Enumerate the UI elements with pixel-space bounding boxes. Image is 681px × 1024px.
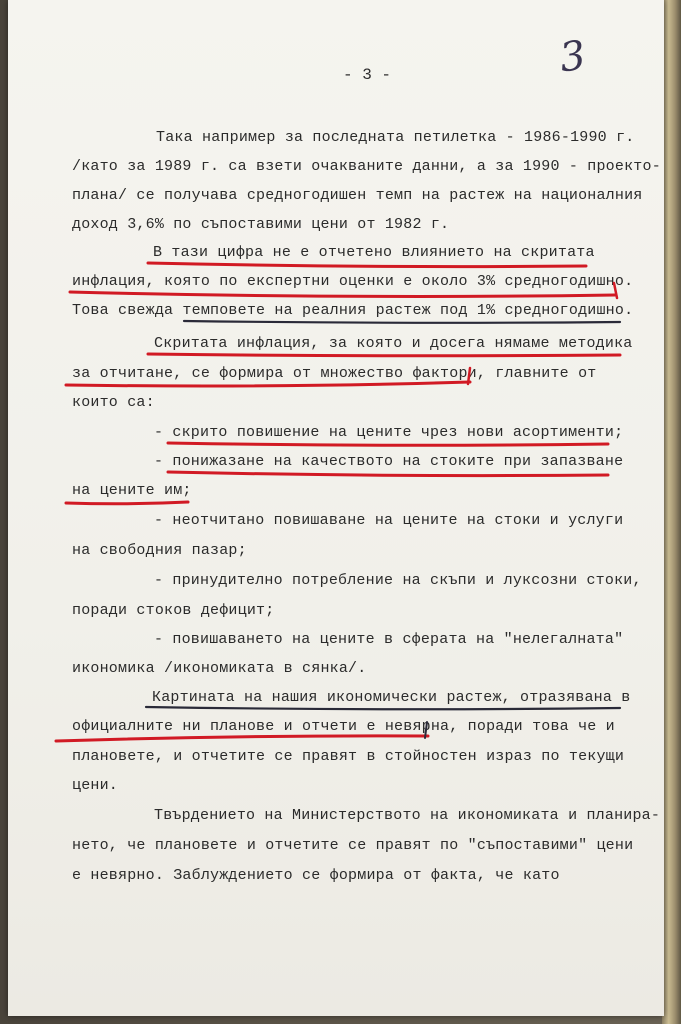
- text-line: Скритата инфлация, за която и досега нямаме методика: [154, 335, 633, 352]
- text-line: Това свежда темповете на реалния растеж под 1% средногодишно.: [72, 302, 634, 319]
- page-number: - 3 -: [343, 66, 392, 84]
- red-underline: [56, 736, 428, 741]
- marker-underlines: [8, 0, 664, 1016]
- text-line: доход 3,6% по съпоставими цени от 1982 г.: [72, 216, 450, 233]
- red-underline: [168, 472, 608, 476]
- text-line: плановете, и отчетите се правят в стойностен израз по текущи: [72, 748, 625, 765]
- red-underline: [148, 354, 620, 356]
- text-line: - неотчитано повишаване на цените на стоки и услуги: [154, 512, 624, 529]
- text-line: - скрито повишение на цените чрез нови асортименти;: [154, 424, 624, 441]
- text-line: на цените им;: [72, 482, 192, 499]
- red-underline: [70, 292, 615, 296]
- text-line: /като за 1989 г. са взети очакваните данни, а за 1990 - проекто-: [72, 158, 661, 175]
- text-line: - понижазане на качеството на стоките при запазване: [154, 453, 624, 470]
- text-line: - повишаването на цените в сферата на "нелегалната": [154, 631, 624, 648]
- text-line: е невярно. Заблуждението се формира от факта, че като: [72, 867, 560, 884]
- red-underline: [148, 263, 586, 267]
- dark-underline: [184, 321, 620, 323]
- text-line: Картината на нашия икономически растеж, отразявана в: [152, 689, 631, 706]
- text-line: нето, че плановете и отчетите се правят по "съпоставими" цени: [72, 837, 634, 854]
- binder-edge: [662, 0, 681, 1024]
- text-line: на свободния пазар;: [72, 542, 247, 559]
- text-line: за отчитане, се формира от множество фактори, главните от: [72, 365, 597, 382]
- text-line: В тази цифра не е отчетено влиянието на скритата: [153, 244, 595, 261]
- text-line: които са:: [72, 394, 155, 411]
- red-underline: [66, 382, 470, 386]
- text-line: - принудително потребление на скъпи и луксозни стоки,: [154, 572, 642, 589]
- red-underline: [66, 502, 188, 504]
- text-line: Така например за последната петилетка - 1986-1990 г.: [156, 129, 635, 146]
- text-line: инфлация, която по експертни оценки е около 3% средногодишно.: [72, 273, 634, 290]
- text-line: цени.: [72, 777, 119, 794]
- text-line: поради стоков дефицит;: [72, 602, 275, 619]
- dark-underline: [146, 707, 620, 709]
- document-page: [8, 0, 664, 1016]
- text-line: официалните ни планове и отчети е невярна, поради това че и: [72, 718, 615, 735]
- red-underline: [168, 443, 608, 445]
- text-line: Твърдението на Министерството на икономиката и планира-: [154, 807, 661, 824]
- text-line: икономика /икономиката в сянка/.: [72, 660, 367, 677]
- text-line: плана/ се получава средногодишен темп на растеж на националния: [72, 187, 643, 204]
- handwritten-page-number: 3: [556, 32, 589, 82]
